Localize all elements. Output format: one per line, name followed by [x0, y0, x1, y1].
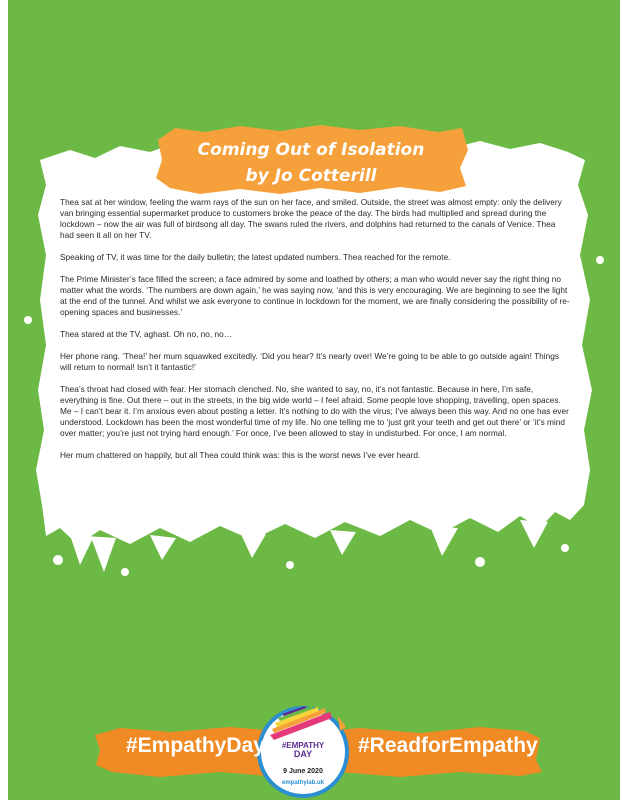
story-paragraph: Thea sat at her window, feeling the warm rays of the sun on her face, and smiled. Outside, the street was almost empty: only the delivery van bringing essential supermarket produce to customers broke the peace of the day. The birds had multiplied and spread during the lockdown – now the air was full of birdsong all day. The swans ruled the rivers, and dolphins had returned to the canals of Venice. Thea had seen it all on her TV.	[60, 197, 562, 240]
hashtag-empathy-day: #EmpathyDay	[126, 734, 265, 757]
story-text	[60, 197, 570, 472]
story-paragraph: Her mum chattered on happily, but all Thea could think was: this is the worst news I’ve ever heard.	[60, 450, 421, 460]
logo-date: 9 June 2020	[283, 768, 323, 775]
logo-text-empathy: #EMPATHY	[281, 741, 325, 750]
story-paragraph: Thea stared at the TV, aghast. Oh no, no, no…	[60, 329, 233, 339]
logo-text-day: DAY	[293, 749, 313, 759]
story-paragraph: Her phone rang. ‘Thea!’ her mum squawked excitedly. ‘Did you hear? It’s nearly over! We’re going to be able to go outside again! Things will return to normal! Isn’t it fantastic!’	[60, 351, 560, 372]
story-title	[0, 137, 622, 189]
story-author: by Jo Cotterill	[245, 166, 377, 186]
hashtag-read-for-empathy: #ReadforEmpathy	[358, 734, 538, 757]
story-paragraph: Speaking of TV, it was time for the daily bulletin; the latest updated numbers. Thea reached for the remote.	[60, 252, 451, 262]
story-paragraph: Thea’s throat had closed with fear. Her stomach clenched. No, she wanted to say, no, it’s not fantastic. Because in here, I’m safe, everything is fine. Out there – out in the streets, in the big wide world – I feel afraid. Some people love shopping, travelling, open spaces. Me – I can’t bear it. I’m anxious even about posting a letter. It’s nothing to do with the virus; I’ve always been this way. And no one has ever understood. Lockdown has been the most wonderful time of my life. No one telling me to ‘just grit your teeth and get out there’ or ‘it’s mind over matter; you’re just not trying hard enough.’ For once, I’ve been allowed to stay in undisturbed. For once, I am normal.	[60, 384, 569, 438]
logo-website: empathylab.uk	[281, 780, 324, 786]
story-title-line1: Coming Out of Isolation	[197, 140, 425, 160]
story-paragraph: The Prime Minister’s face filled the screen; a face admired by some and loathed by others; a man who would never say the right thing no matter what the words. ‘The numbers are down again,’ he was saying now, ‘and this is very encouraging. We are beginning to see the light at the end of the tunnel. And whilst we ask everyone to continue in lockdown for the moment, we are finally considering the possibility of re-opening spaces and businesses.’	[60, 274, 570, 317]
